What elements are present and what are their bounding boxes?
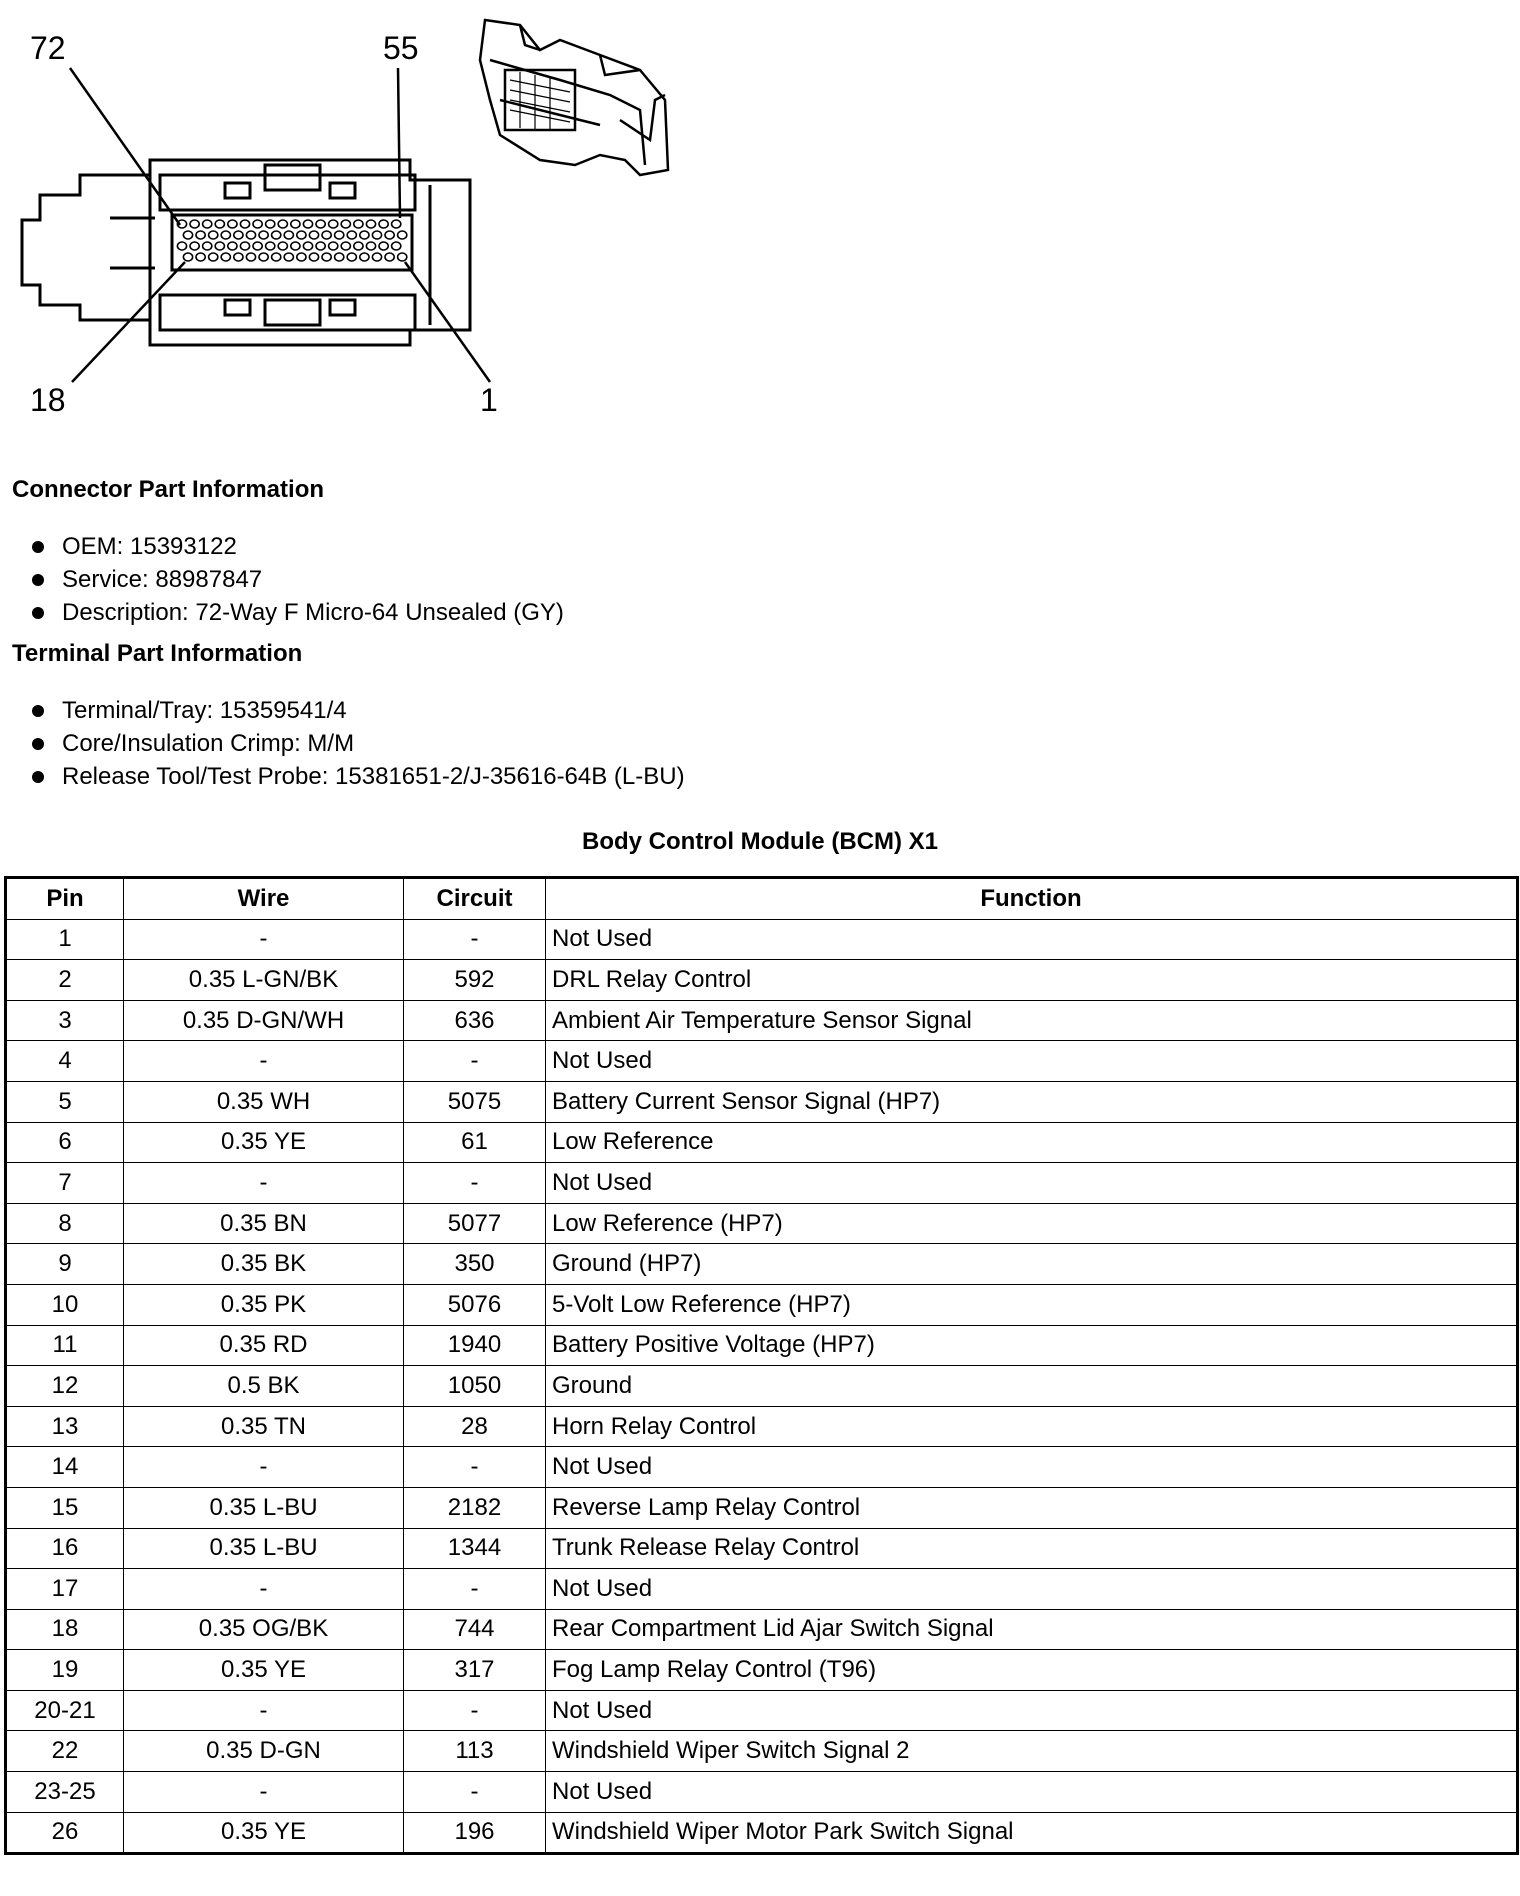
pin-cavity: [392, 242, 401, 250]
function-cell: 5-Volt Low Reference (HP7): [546, 1284, 1518, 1325]
table-row: [6, 1122, 1518, 1163]
table-row: [6, 960, 1518, 1001]
pin-cavity: [284, 253, 293, 261]
wire-cell: 0.35 BK: [124, 1244, 404, 1285]
table-row: [6, 1366, 1518, 1407]
connector-housing: [150, 160, 470, 345]
pin-cell: 13: [6, 1406, 124, 1447]
function-cell: Windshield Wiper Switch Signal 2: [546, 1731, 1518, 1772]
pin-cell: 4: [6, 1041, 124, 1082]
circuit-cell: 744: [404, 1609, 546, 1650]
wire-cell: 0.35 RD: [124, 1325, 404, 1366]
pin-cavity: [253, 220, 262, 228]
function-cell: Battery Positive Voltage (HP7): [546, 1325, 1518, 1366]
pin-cavity: [240, 242, 249, 250]
wire-cell: 0.35 PK: [124, 1284, 404, 1325]
header-pin: Pin: [6, 878, 124, 920]
pin-cell: 20-21: [6, 1690, 124, 1731]
pin-cavity: [322, 231, 331, 239]
pin-cavity: [209, 231, 218, 239]
service-value: Service: 88987847: [62, 566, 263, 593]
table-header-row: [6, 878, 1518, 920]
pin-cell: 12: [6, 1366, 124, 1407]
pin-cavity: [303, 242, 312, 250]
pinout-table: [4, 876, 1519, 1855]
pin-cell: 7: [6, 1163, 124, 1204]
circuit-cell: 1050: [404, 1366, 546, 1407]
function-cell: Horn Relay Control: [546, 1406, 1518, 1447]
list-item: [28, 596, 564, 629]
pin-cell: 18: [6, 1609, 124, 1650]
circuit-cell: 2182: [404, 1487, 546, 1528]
table-row: [6, 1406, 1518, 1447]
wire-cell: 0.35 OG/BK: [124, 1609, 404, 1650]
function-cell: Windshield Wiper Motor Park Switch Signal: [546, 1812, 1518, 1854]
pin-cavity: [228, 220, 237, 228]
wire-cell: -: [124, 1163, 404, 1204]
pin-cavity: [234, 231, 243, 239]
pin-cavity: [366, 220, 375, 228]
pin-cavity: [379, 220, 388, 228]
circuit-cell: -: [404, 1569, 546, 1610]
list-item: [28, 760, 685, 793]
table-row: [6, 1731, 1518, 1772]
pin-cavity: [234, 253, 243, 261]
table-row: [6, 1812, 1518, 1854]
circuit-cell: -: [404, 919, 546, 960]
left-latch: [22, 175, 150, 320]
pin-cell: 22: [6, 1731, 124, 1772]
function-cell: Ground: [546, 1366, 1518, 1407]
pin-cavity: [259, 231, 268, 239]
pin-cavity: [385, 231, 394, 239]
pin-cavity: [253, 242, 262, 250]
pin-cavity: [360, 253, 369, 261]
pin-cavity: [385, 253, 394, 261]
list-item: [28, 694, 685, 727]
pin-cell: 19: [6, 1650, 124, 1691]
wire-cell: -: [124, 1447, 404, 1488]
circuit-cell: 61: [404, 1122, 546, 1163]
header-function: Function: [546, 878, 1518, 920]
pin-cavity: [272, 231, 281, 239]
circuit-cell: 28: [404, 1406, 546, 1447]
bullet-icon: [32, 705, 44, 717]
table-row: [6, 1244, 1518, 1285]
function-cell: Not Used: [546, 1041, 1518, 1082]
pin-cell: 23-25: [6, 1772, 124, 1813]
circuit-cell: 592: [404, 960, 546, 1001]
function-cell: Low Reference (HP7): [546, 1203, 1518, 1244]
pin-cavity: [246, 231, 255, 239]
connector-3d-view: [480, 20, 668, 175]
bullet-icon: [32, 574, 44, 586]
pin-cavity: [291, 242, 300, 250]
pin-cavity: [297, 231, 306, 239]
pin-cell: 6: [6, 1122, 124, 1163]
function-cell: Not Used: [546, 1772, 1518, 1813]
wire-cell: -: [124, 1690, 404, 1731]
pin-cavity: [398, 231, 407, 239]
function-cell: Not Used: [546, 919, 1518, 960]
pin-cavity: [309, 253, 318, 261]
pin-cavity: [196, 231, 205, 239]
table-row: [6, 1203, 1518, 1244]
function-cell: Ambient Air Temperature Sensor Signal: [546, 1000, 1518, 1041]
pin-cavity: [316, 242, 325, 250]
pin-cavity: [372, 253, 381, 261]
pin-cell: 9: [6, 1244, 124, 1285]
bullet-icon: [32, 771, 44, 783]
table-row: [6, 1690, 1518, 1731]
function-cell: Rear Compartment Lid Ajar Switch Signal: [546, 1609, 1518, 1650]
wire-cell: 0.35 YE: [124, 1650, 404, 1691]
connector-part-info-heading: Connector Part Information: [12, 476, 325, 503]
wire-cell: 0.35 WH: [124, 1081, 404, 1122]
wire-cell: 0.35 D-GN/WH: [124, 1000, 404, 1041]
pin-cavity: [183, 253, 192, 261]
terminal-part-info-heading: Terminal Part Information: [12, 640, 303, 667]
description-value: Description: 72-Way F Micro-64 Unsealed (GY): [62, 599, 564, 626]
pin-cavity: [284, 231, 293, 239]
wire-cell: 0.35 L-GN/BK: [124, 960, 404, 1001]
pin-cavity: [278, 220, 287, 228]
pin-cell: 26: [6, 1812, 124, 1854]
pin-cavity: [398, 253, 407, 261]
bullet-icon: [32, 738, 44, 750]
circuit-cell: 317: [404, 1650, 546, 1691]
pin-cavity: [203, 220, 212, 228]
table-row: [6, 1772, 1518, 1813]
table-row: [6, 919, 1518, 960]
bullet-icon: [32, 607, 44, 619]
pin-cavity: [190, 220, 199, 228]
release-tool-value: Release Tool/Test Probe: 15381651-2/J-35616-64B (L-BU): [62, 763, 685, 790]
pin-cavity: [392, 220, 401, 228]
list-item: [28, 563, 564, 596]
pin-cavity: [221, 253, 230, 261]
list-item: [28, 530, 564, 563]
pin-cavity: [341, 242, 350, 250]
table-title: Body Control Module (BCM) X1: [582, 828, 938, 855]
pin-cavity: [215, 220, 224, 228]
table-row: [6, 1163, 1518, 1204]
wire-cell: 0.35 L-BU: [124, 1528, 404, 1569]
pin-cavity: [177, 242, 186, 250]
function-cell: Trunk Release Relay Control: [546, 1528, 1518, 1569]
circuit-cell: -: [404, 1041, 546, 1082]
pin-cell: 5: [6, 1081, 124, 1122]
circuit-cell: -: [404, 1447, 546, 1488]
circuit-cell: -: [404, 1690, 546, 1731]
terminal-part-info-list: [28, 694, 685, 793]
pin-cavity: [196, 253, 205, 261]
pin-cavity: [341, 220, 350, 228]
wire-cell: 0.35 YE: [124, 1812, 404, 1854]
function-cell: DRL Relay Control: [546, 960, 1518, 1001]
circuit-cell: 636: [404, 1000, 546, 1041]
pin-cavity: [372, 231, 381, 239]
terminal-tray-value: Terminal/Tray: 15359541/4: [62, 697, 347, 724]
function-cell: Not Used: [546, 1447, 1518, 1488]
pin-label-72: 72: [30, 30, 66, 66]
pin-cavity: [215, 242, 224, 250]
pin-cavity: [246, 253, 255, 261]
pin-cell: 10: [6, 1284, 124, 1325]
pin-cavity: [347, 231, 356, 239]
pin-cavity: [183, 231, 192, 239]
pin-cavity: [366, 242, 375, 250]
pin-cell: 1: [6, 919, 124, 960]
crimp-value: Core/Insulation Crimp: M/M: [62, 730, 355, 757]
pin-cavity: [335, 231, 344, 239]
pin-cavity: [303, 220, 312, 228]
pin-cavity: [190, 242, 199, 250]
circuit-cell: 1940: [404, 1325, 546, 1366]
table-row: [6, 1041, 1518, 1082]
pin-cell: 8: [6, 1203, 124, 1244]
table-row: [6, 1487, 1518, 1528]
oem-value: OEM: 15393122: [62, 533, 237, 560]
table-row: [6, 1000, 1518, 1041]
pin-cavity: [203, 242, 212, 250]
pin-cavity: [266, 242, 275, 250]
wire-cell: -: [124, 1772, 404, 1813]
pin-cell: 15: [6, 1487, 124, 1528]
pin-label-55: 55: [383, 30, 419, 66]
pin-cavity: [329, 220, 338, 228]
pin-cavity: [221, 231, 230, 239]
connector-diagram: [0, 0, 720, 440]
circuit-cell: 5077: [404, 1203, 546, 1244]
circuit-cell: 1344: [404, 1528, 546, 1569]
pin-cavity: [278, 242, 287, 250]
circuit-cell: 196: [404, 1812, 546, 1854]
table-row: [6, 1569, 1518, 1610]
pin-cell: 17: [6, 1569, 124, 1610]
wire-cell: 0.35 YE: [124, 1122, 404, 1163]
pin-cavity: [329, 242, 338, 250]
pin-cavity: [272, 253, 281, 261]
function-cell: Not Used: [546, 1569, 1518, 1610]
function-cell: Low Reference: [546, 1122, 1518, 1163]
pin-cavity: [354, 220, 363, 228]
circuit-cell: 113: [404, 1731, 546, 1772]
pin-cavity: [309, 231, 318, 239]
pin-cavity: [228, 242, 237, 250]
pin-cell: 2: [6, 960, 124, 1001]
wire-cell: 0.35 BN: [124, 1203, 404, 1244]
table-row: [6, 1528, 1518, 1569]
table-row: [6, 1081, 1518, 1122]
table-row: [6, 1284, 1518, 1325]
table-row: [6, 1609, 1518, 1650]
table-row: [6, 1650, 1518, 1691]
pin-cavity: [240, 220, 249, 228]
function-cell: Not Used: [546, 1690, 1518, 1731]
wire-cell: 0.35 TN: [124, 1406, 404, 1447]
wire-cell: -: [124, 1041, 404, 1082]
wire-cell: -: [124, 919, 404, 960]
pin-cavity: [266, 220, 275, 228]
function-cell: Battery Current Sensor Signal (HP7): [546, 1081, 1518, 1122]
pin-label-18: 18: [30, 382, 66, 418]
wire-cell: 0.5 BK: [124, 1366, 404, 1407]
circuit-cell: -: [404, 1772, 546, 1813]
pin-cell: 11: [6, 1325, 124, 1366]
table-row: [6, 1447, 1518, 1488]
list-item: [28, 727, 685, 760]
wire-cell: 0.35 L-BU: [124, 1487, 404, 1528]
circuit-cell: 350: [404, 1244, 546, 1285]
pin-cell: 3: [6, 1000, 124, 1041]
wire-cell: 0.35 D-GN: [124, 1731, 404, 1772]
circuit-cell: 5076: [404, 1284, 546, 1325]
function-cell: Not Used: [546, 1163, 1518, 1204]
table-row: [6, 1325, 1518, 1366]
bullet-icon: [32, 541, 44, 553]
wire-cell: -: [124, 1569, 404, 1610]
pin-cavity: [322, 253, 331, 261]
connector-part-info-list: [28, 530, 564, 629]
pin-cavity: [291, 220, 300, 228]
function-cell: Ground (HP7): [546, 1244, 1518, 1285]
pin-label-1: 1: [480, 382, 498, 418]
pin-cavity: [379, 242, 388, 250]
pin-cavity: [360, 231, 369, 239]
pin-cavity: [354, 242, 363, 250]
circuit-cell: -: [404, 1163, 546, 1204]
pin-cell: 14: [6, 1447, 124, 1488]
pin-cavity: [316, 220, 325, 228]
pin-cell: 16: [6, 1528, 124, 1569]
function-cell: Fog Lamp Relay Control (T96): [546, 1650, 1518, 1691]
pin-cavities: [177, 220, 406, 261]
header-circuit: Circuit: [404, 878, 546, 920]
pin-cavity: [297, 253, 306, 261]
pin-cavity: [209, 253, 218, 261]
header-wire: Wire: [124, 878, 404, 920]
pin-cavity: [259, 253, 268, 261]
circuit-cell: 5075: [404, 1081, 546, 1122]
function-cell: Reverse Lamp Relay Control: [546, 1487, 1518, 1528]
pin-cavity: [335, 253, 344, 261]
pin-cavity: [347, 253, 356, 261]
